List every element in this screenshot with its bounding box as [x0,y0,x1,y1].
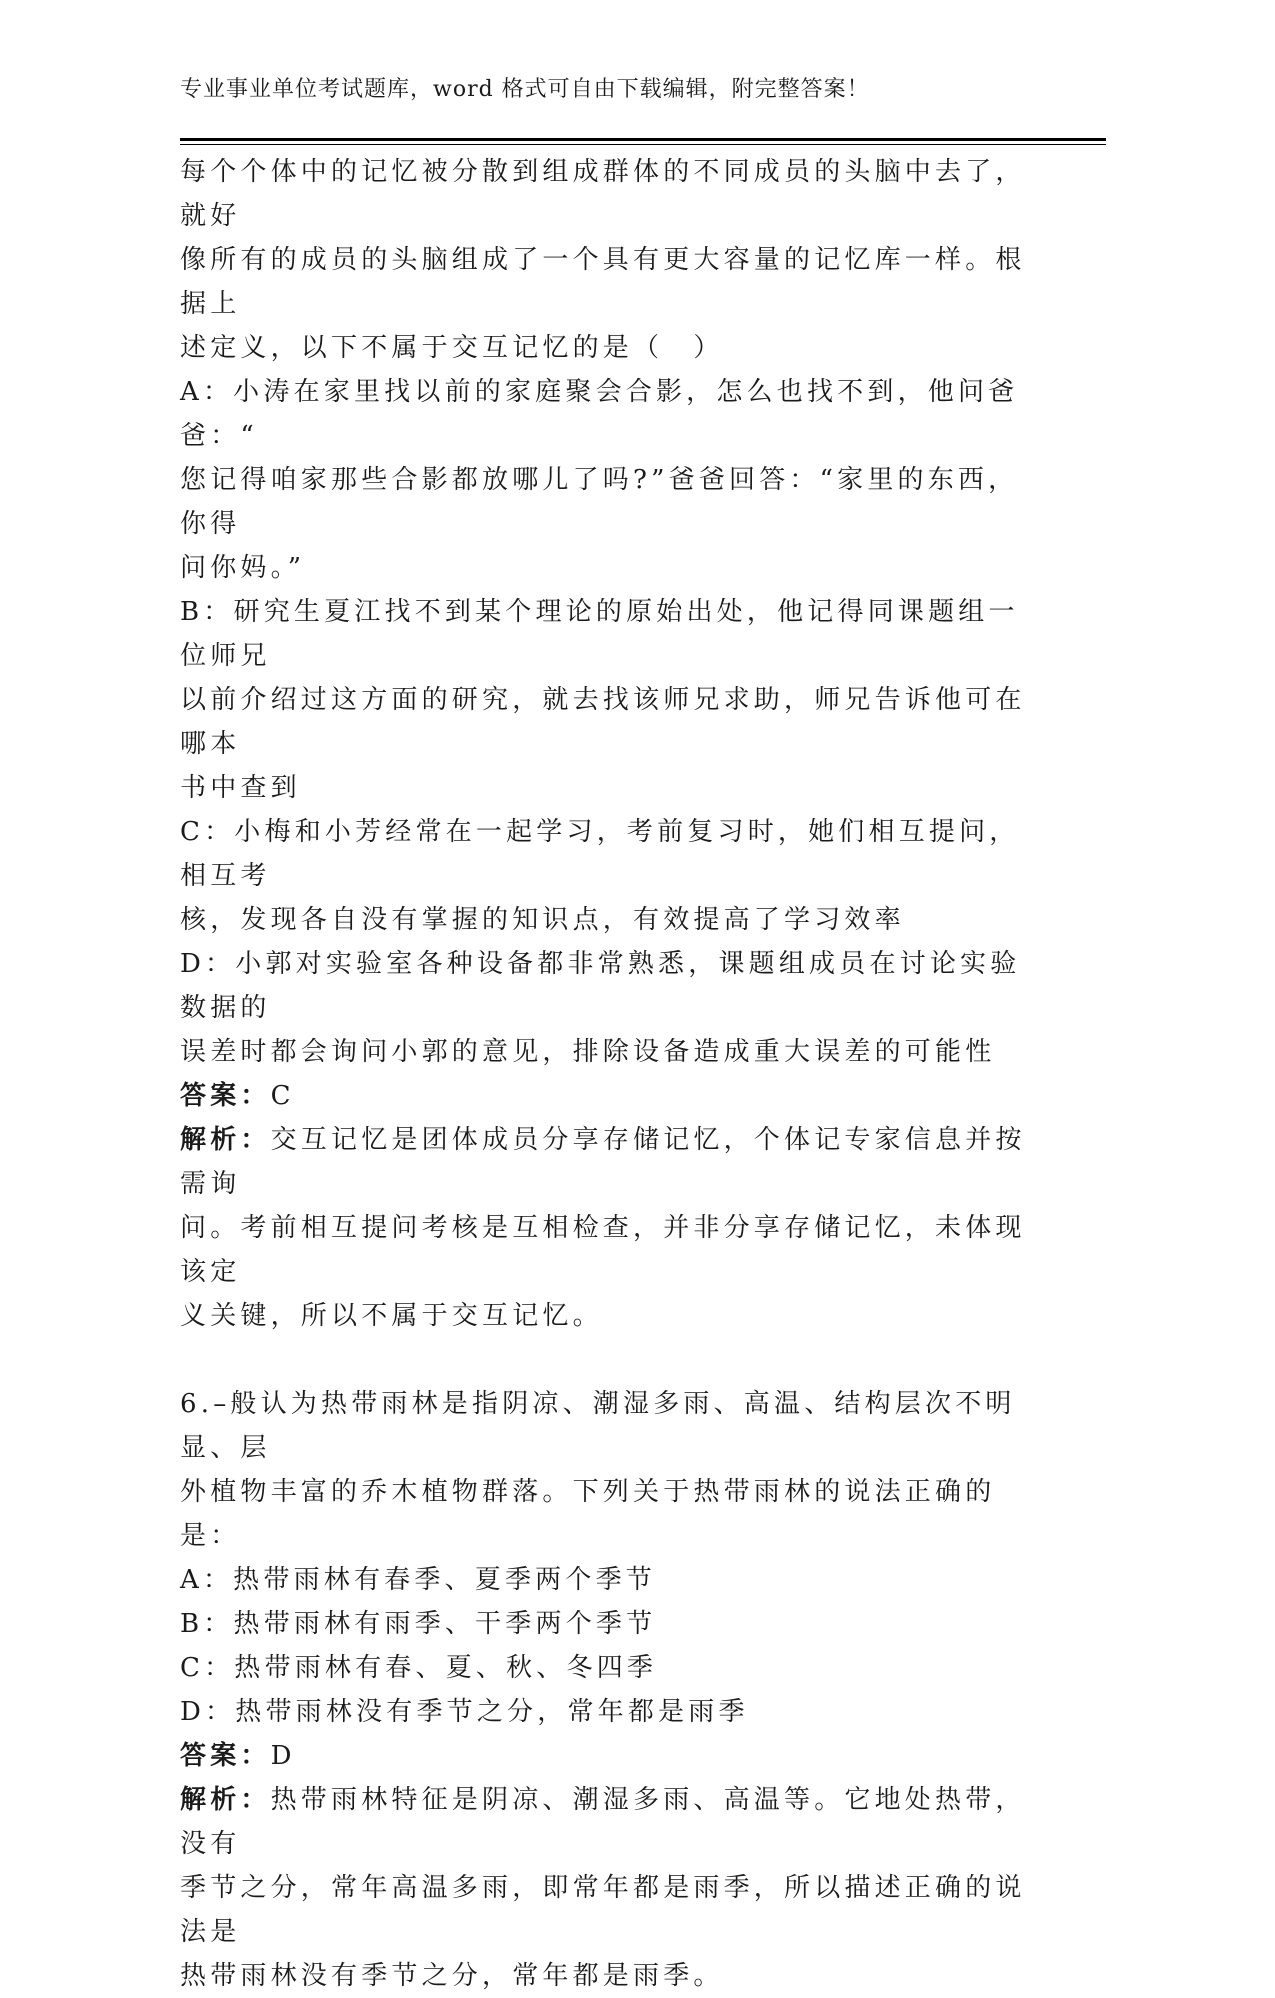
q5-option-b-line-2: 以前介绍过这方面的研究，就去找该师兄求助，师兄告诉他可在哪本 [180,685,1026,759]
q5-option-b-line-3: 书中查到 [180,773,301,803]
q5-option-d [180,942,1040,1074]
q6-option-b: B：热带雨林有雨季、干季两个季节 [180,1609,657,1639]
header-rule-thick [180,138,1106,141]
q6-answer [180,1734,1040,1778]
header-rule-thin [180,144,1106,145]
document-body [180,150,1040,1998]
q5-analysis-text-1: 交互记忆是团体成员分享存储记忆，个体记专家信息并按需询 [180,1125,1026,1199]
q6-analysis-line-3: 热带雨林没有季节之分，常年都是雨季。 [180,1961,724,1991]
q6-answer-label: 答案： [180,1741,271,1771]
q6-stem-line-2: 外植物丰富的乔木植物群落。下列关于热带雨林的说法正确的是： [180,1477,996,1551]
question-6 [180,1382,1040,1998]
q5-option-c-line-2: 核，发现各自没有掌握的知识点，有效提高了学习效率 [180,905,905,935]
q6-answer-value: D [270,1741,296,1771]
q6-option-c: C：热带雨林有春、夏、秋、冬四季 [180,1653,658,1683]
question-gap [180,1338,1040,1382]
question-5 [180,150,1040,1338]
q5-stem-line-1: 每个个体中的记忆被分散到组成群体的不同成员的头脑中去了，就好 [180,157,1026,231]
page-header: 专业事业单位考试题库，word 格式可自由下载编辑，附完整答案！ [180,77,870,102]
q6-option-d: D：热带雨林没有季节之分，常年都是雨季 [180,1697,749,1727]
q6-stem-line-1: 6.–般认为热带雨林是指阴凉、潮湿多雨、高温、结构层次不明显、层 [180,1389,1016,1463]
q5-option-b-line-1: B：研究生夏江找不到某个理论的原始出处，他记得同课题组一位师兄 [180,597,1019,671]
q6-analysis-text-1: 热带雨林特征是阴凉、潮湿多雨、高温等。它地处热带，没有 [180,1785,1026,1859]
q5-analysis-line-1 [180,1118,1040,1206]
q5-option-b [180,590,1040,810]
q6-option-a: A：热带雨林有春季、夏季两个季节 [180,1565,656,1595]
q5-analysis-line-2: 问。考前相互提问考核是互相检查，并非分享存储记忆，未体现该定 [180,1213,1026,1287]
q5-option-d-line-2: 误差时都会询问小郭的意见，排除设备造成重大误差的可能性 [180,1037,996,1067]
q5-answer [180,1074,1040,1118]
q5-stem-line-2: 像所有的成员的头脑组成了一个具有更大容量的记忆库一样。根据上 [180,245,1026,319]
q5-answer-label: 答案： [180,1081,271,1111]
q5-stem-line-3: 述定义，以下不属于交互记忆的是（ ） [180,333,724,363]
q6-analysis-label: 解析： [180,1785,271,1815]
q5-option-c-line-1: C：小梅和小芳经常在一起学习，考前复习时，她们相互提问，相互考 [180,817,1020,891]
q5-option-a-line-2: 您记得咱家那些合影都放哪儿了吗?”爸爸回答：“家里的东西，你得 [180,465,1019,539]
q5-analysis-label: 解析： [180,1125,271,1155]
q6-analysis-line-2: 季节之分，常年高温多雨，即常年都是雨季，所以描述正确的说法是 [180,1873,1026,1947]
q5-option-a-line-3: 问你妈。” [180,553,306,583]
q5-option-a [180,370,1040,590]
q5-analysis-line-3: 义关键，所以不属于交互记忆。 [180,1301,603,1331]
q5-option-a-line-1: A：小涛在家里找以前的家庭聚会合影，怎么也找不到，他问爸爸：“ [180,377,1019,451]
q5-option-c [180,810,1040,942]
q5-option-d-line-1: D：小郭对实验室各种设备都非常熟悉，课题组成员在讨论实验数据的 [180,949,1021,1023]
q6-analysis-line-1 [180,1778,1040,1866]
q5-answer-value: C [270,1081,295,1111]
